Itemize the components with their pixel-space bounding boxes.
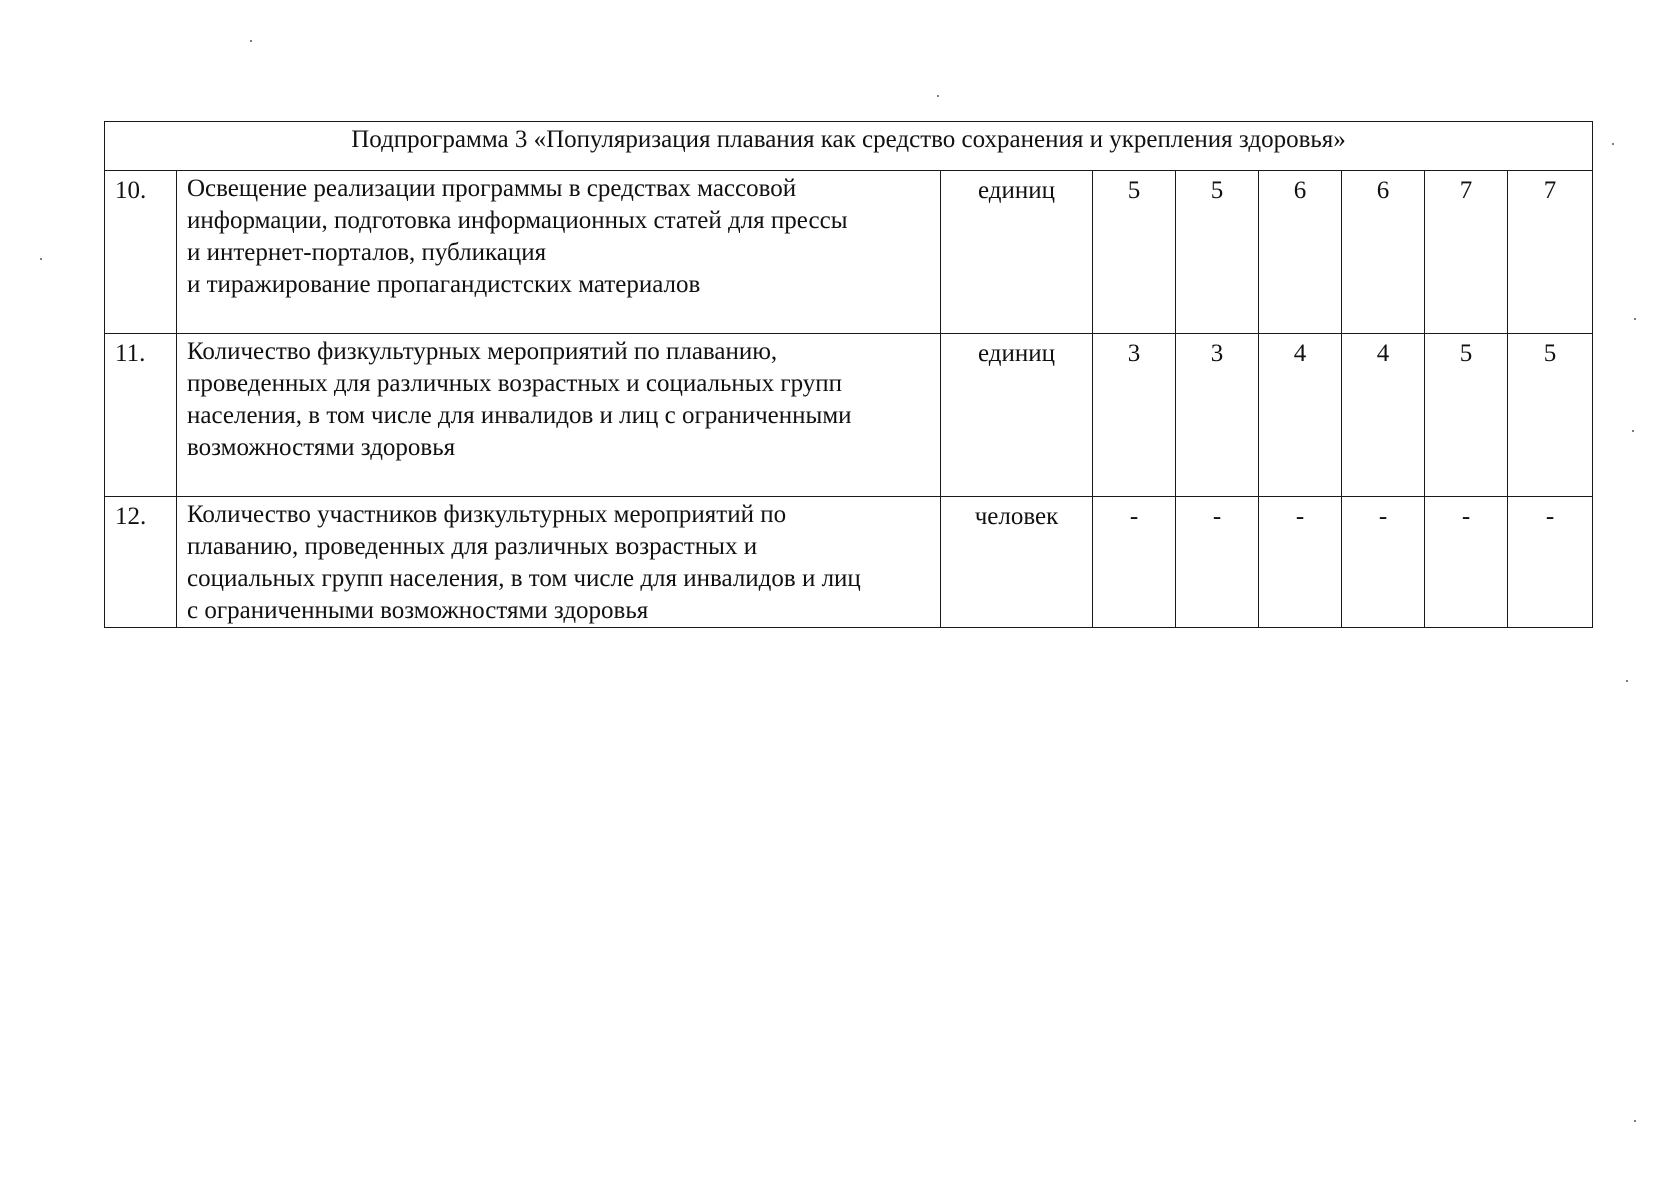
indicator-description [177, 497, 941, 628]
description-line: Освещение реализации программы в средствах массовой [187, 175, 797, 202]
description-line: Количество участников физкультурных мероприятий по [187, 501, 787, 528]
description-line: Количество физкультурных мероприятий по плаванию, [187, 338, 778, 365]
scan-speck [937, 95, 939, 97]
value-cell: 5 [1176, 171, 1259, 334]
value-cell: 4 [1342, 334, 1425, 497]
description-line: и тиражирование пропагандистских материалов [187, 271, 701, 298]
value-cell: - [1093, 497, 1176, 628]
value-cell: - [1176, 497, 1259, 628]
value-cell: - [1508, 497, 1593, 628]
unit-cell: человек [941, 497, 1093, 628]
scan-speck [1632, 430, 1634, 432]
value-cell: 5 [1425, 334, 1508, 497]
scan-speck [1634, 1120, 1636, 1122]
value-cell: 6 [1259, 171, 1342, 334]
row-number: 11. [105, 334, 177, 497]
description-line: социальных групп населения, в том числе для инвалидов и лиц [187, 565, 861, 592]
value-cell: 7 [1508, 171, 1593, 334]
indicators-table [104, 121, 1593, 628]
scan-speck [1612, 143, 1614, 145]
value-cell: - [1259, 497, 1342, 628]
description-line: с ограниченными возможностями здоровья [187, 597, 649, 624]
scan-speck [40, 258, 42, 260]
description-line: населения, в том числе для инвалидов и лиц с ограниченными [187, 402, 852, 429]
row-number: 10. [105, 171, 177, 334]
value-cell: 7 [1425, 171, 1508, 334]
unit-cell: единиц [941, 334, 1093, 497]
value-cell: 4 [1259, 334, 1342, 497]
row-number: 12. [105, 497, 177, 628]
indicator-description [177, 171, 941, 334]
description-line: возможностями здоровья [187, 434, 456, 461]
table-row [105, 171, 1593, 334]
scan-speck [1634, 318, 1636, 320]
description-line: и интернет-порталов, публикация [187, 239, 547, 266]
value-cell: 3 [1176, 334, 1259, 497]
description-line: проведенных для различных возрастных и социальных групп [187, 370, 843, 397]
table-row [105, 497, 1593, 628]
subprogram-header-row [105, 122, 1593, 171]
table-row [105, 334, 1593, 497]
value-cell: 5 [1093, 171, 1176, 334]
description-line: плаванию, проведенных для различных возрастных и [187, 533, 758, 560]
unit-cell: единиц [941, 171, 1093, 334]
indicator-description [177, 334, 941, 497]
scan-speck [1626, 680, 1628, 682]
value-cell: 6 [1342, 171, 1425, 334]
value-cell: 3 [1093, 334, 1176, 497]
scan-speck [250, 40, 252, 42]
value-cell: 5 [1508, 334, 1593, 497]
description-line: информации, подготовка информационных статей для прессы [187, 207, 848, 234]
value-cell: - [1342, 497, 1425, 628]
subprogram-title: Подпрограмма 3 «Популяризация плавания как средство сохранения и укрепления здоровья» [105, 122, 1593, 171]
value-cell: - [1425, 497, 1508, 628]
